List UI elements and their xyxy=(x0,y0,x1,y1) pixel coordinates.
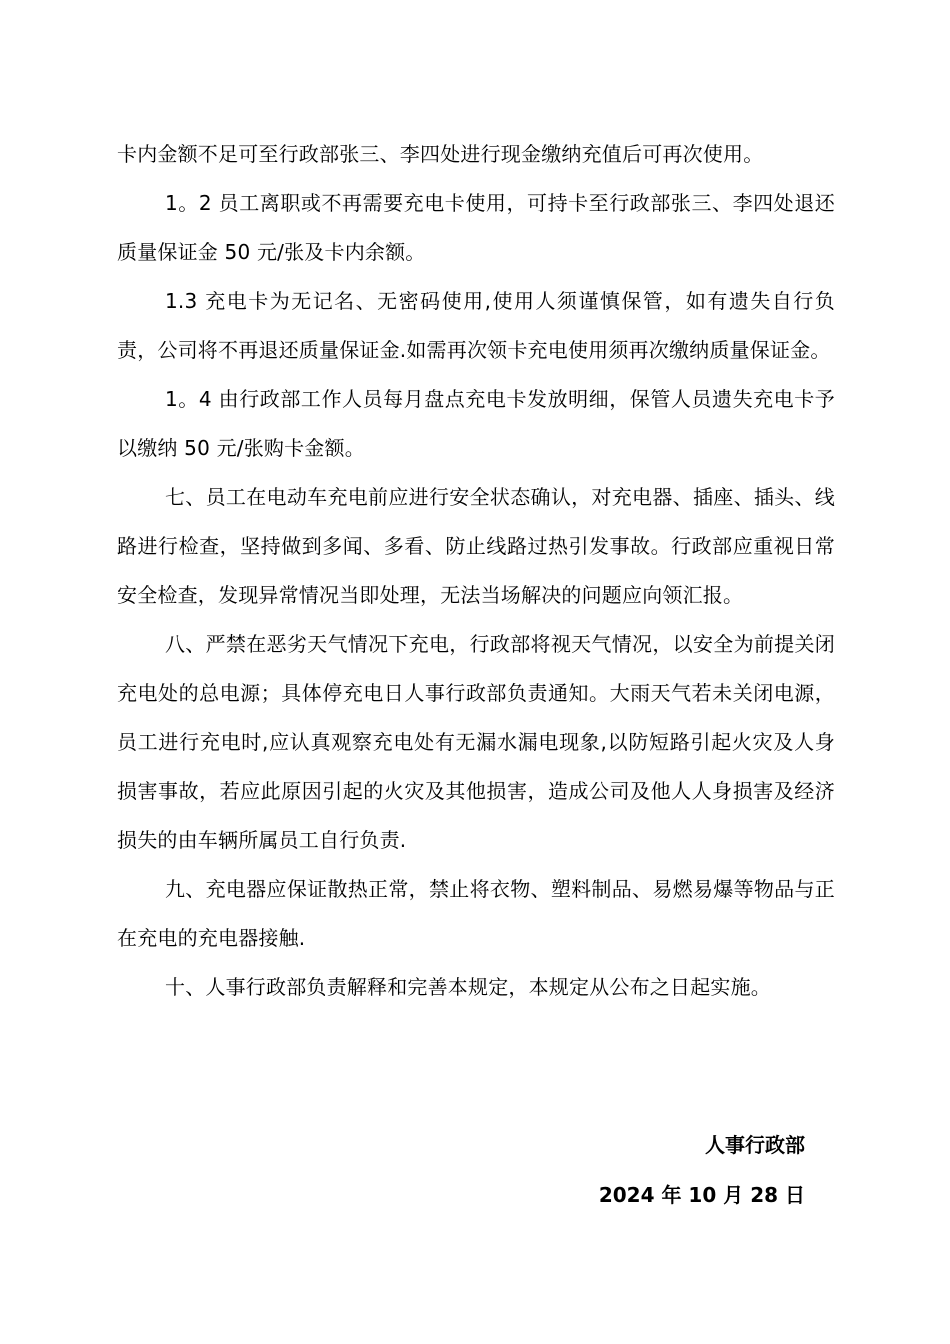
paragraph-1-3-anonymous-card: 1.3 充电卡为无记名、无密码使用,使用人须谨慎保管，如有遗失自行负责，公司将不再退还质量保证金.如需再次领卡充电使用须再次缴纳质量保证金。 xyxy=(117,289,835,362)
paragraph-1-2-refund: 1。2 员工离职或不再需要充电卡使用，可持卡至行政部张三、李四处退还质量保证金 50 元/张及卡内余额。 xyxy=(117,191,835,264)
paragraph-9-charger-heat: 九、充电器应保证散热正常，禁止将衣物、塑料制品、易燃易爆等物品与正在充电的充电器接触. xyxy=(117,877,835,950)
signature-department: 人事行政部 xyxy=(705,1133,805,1157)
document-body xyxy=(117,130,835,1012)
paragraph-10-effective: 十、人事行政部负责解释和完善本规定，本规定从公布之日起实施。 xyxy=(165,975,771,999)
paragraph-1-4-inventory: 1。4 由行政部工作人员每月盘点充电卡发放明细，保管人员遗失充电卡予以缴纳 50 元/张购卡金额。 xyxy=(117,387,835,460)
paragraph-card-balance: 卡内金额不足可至行政部张三、李四处进行现金缴纳充值后可再次使用。 xyxy=(117,142,764,166)
paragraph-8-weather: 八、严禁在恶劣天气情况下充电，行政部将视天气情况，以安全为前提关闭充电处的总电源；具体停充电日人事行政部负责通知。大雨天气若未关闭电源，员工进行充电时,应认真观察充电处有无漏水漏电现象,以防短路引起火灾及人身损害事故，若应此原因引起的火灾及其他损害，造成公司及他人人身损害及经济损失的由车辆所属员工自行负责. xyxy=(117,632,835,852)
signature-date: 2024 年 10 月 28 日 xyxy=(598,1183,805,1207)
paragraph-7-safety-check: 七、员工在电动车充电前应进行安全状态确认，对充电器、插座、插头、线路进行检查，坚持做到多闻、多看、防止线路过热引发事故。行政部应重视日常安全检查，发现异常情况当即处理，无法当场解决的问题应向领汇报。 xyxy=(117,485,835,607)
